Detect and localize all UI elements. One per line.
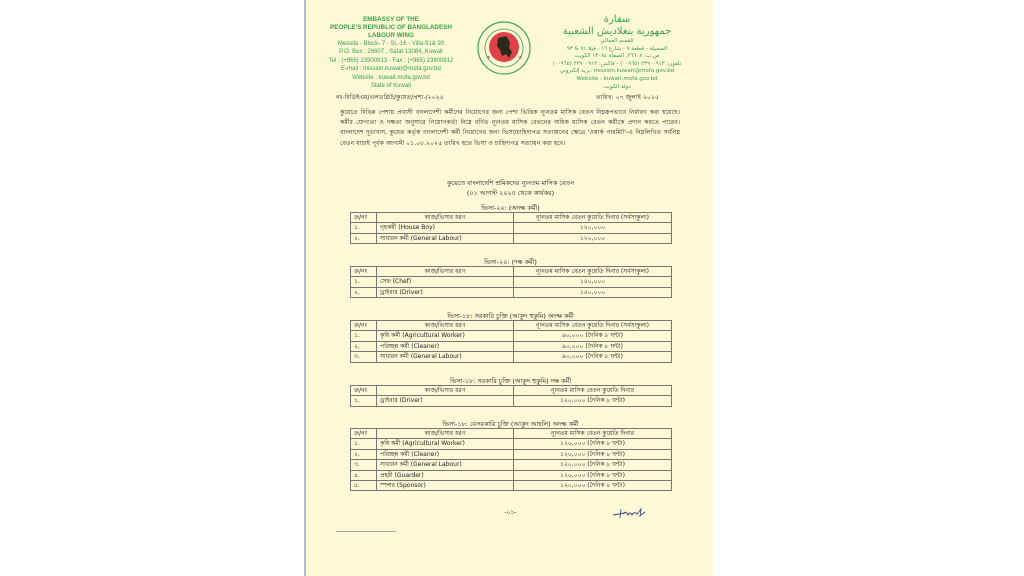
cell-job-type: স্পন্সর (Sponsor) [377,481,514,491]
header-salary: ন্যূনতম মাসিক বেতন কুয়েতি দিনার [514,386,672,396]
main-subtitle: (০১ আগস্ট ২০২৫ থেকে কার্যকর) [466,189,555,197]
salary-table [350,428,672,491]
page-number: -০১- [504,509,517,516]
phone-fax: Tel : (+965) 23900913 - Fax : (+965) 23900912 [328,57,454,64]
arabic-phone: تلفون: ٢٣٩٠٠٩١٣ (٠٠٩٦٥) - فاكس: ٢٣٩٠٠٩١٢ (٠٠٩٦٥) [552,60,682,67]
table-row [351,331,672,341]
header-serial: ক্র/নং [351,213,377,223]
table-row [351,341,672,351]
cell-job-type: সাধারন কর্মী (General Labour) [377,233,514,243]
table-heading: ভিসা-১৮: সরকারি চুক্তি (আকুদ হুকুমি) দক্ষ কর্মী [449,377,572,385]
table-row [351,233,672,243]
cell-serial: ২. [351,341,377,351]
header-serial: ক্র/নং [351,321,377,331]
table-row [351,223,672,233]
header-salary: ন্যূনতম মাসিক বেতন কুয়েতি দিনার [514,429,672,439]
email: E-mail : mission.kuwait@mofa.gov.bd [341,66,441,73]
arabic-line-2: جمهورية بنغلاديش الشعبية [562,26,672,37]
embassy-line-2: PEOPLE'S REPUBLIC OF BANGLADESH [330,24,452,31]
arabic-address-2: ص.ب: ٢٦٦٠٧، الصفاة ١٣٠٨٤ الكويت [574,53,660,60]
arabic-website: Website : kuwait.mofa.gov.bd [576,75,658,82]
cell-salary: ১২০,০০০ (দৈনিক ৮ ঘন্টা) [514,439,672,449]
cell-salary: ৯০,০০০ (দৈনিক ৮ ঘন্টা) [514,341,672,351]
table-row [351,396,672,406]
cell-job-type: সাধারন কর্মী (General Labour) [377,460,514,470]
cell-serial: ৪. [351,470,377,480]
body-paragraph: কুয়েতে বিভিন্ন পেশায় প্রবাসী বাংলাদেশী কর্মীদের নিয়োগের জন্য পেশা ভিত্তিক ন্যূনতম মাসিক বেতন নিম্নরূপভাবে নির্ধারণ করা হয়েছে। কর্মীর যোগ্যতা ও দক্ষতা অনুসারে নিয়োগকর্তা নিম্নে বর্ণিত ন্যূনতম মাসিক বেতনের অধিক মাসিক বেতন কর্মীকে প্রদান করতে পারেন। বাংলাদেশ দূতাবাস, কুয়েত কর্তৃক বাংলাদেশী কর্মী নিয়োগের জন্য ভিসা/চাহিদাপত্র সত্যায়নের ক্ষেত্রে 'ওয়ার্ক পারমিট'-এ নিম্নলিখিত সর্বনিম্ন বেতন যাচাই পূর্বক আগামী ০১.০৮.২০২৫ তারিখ হতে ভিসা ও চাহিদাপত্র সত্যায়ন করা হবে। [340,109,680,147]
table-row [351,449,672,459]
header-serial: ক্র/নং [351,386,377,396]
table-header-row [351,386,672,396]
illegible-footer-text-icon [336,530,396,533]
cell-salary: ১২০,০০০ [514,233,672,243]
table-header-row [351,321,672,331]
cell-salary: ১২০,০০০ (দৈনিক ৮ ঘন্টা) [514,481,672,491]
letterhead-arabic [532,14,702,91]
svg-text:★: ★ [486,55,491,61]
signature-icon [611,506,651,520]
table-row [351,352,672,362]
arabic-address-1: المسيلة - قطعة ٧ - شارع ١٦ - فيلا ٩١ & ٩٣ [566,45,668,52]
table-heading: ভিসা-২০: (দক্ষ কর্মী) [484,258,537,266]
main-title: কুয়েতে বাংলাদেশি শ্রমিকদের ন্যূনতম মাসিক বেতন [446,179,575,187]
header-job-type: কাজ/ভিসার ধরণ [377,429,514,439]
cell-job-type: প্রহরী (Guarder) [377,470,514,480]
letterhead-english [316,16,466,90]
cell-serial: ২. [351,449,377,459]
table-header-row [351,429,672,439]
website: Website : kuwait.mofa.gov.bd [352,74,430,81]
header-job-type: কাজ/ভিসার ধরণ [377,213,514,223]
footer-path-line [336,530,396,534]
arabic-state: دولة الكويت [603,83,631,90]
header-salary: ন্যূনতম মাসিক বেতন কুয়েতি দিনার (সর্বসাকুল্য) [514,213,672,223]
cell-salary: ৯০,০০০ (দৈনিক ৮ ঘন্টা) [514,331,672,341]
cell-job-type: ড্রাইবার (Driver) [377,287,514,297]
document-page [304,0,713,576]
header-job-type: কাজ/ভিসার ধরণ [377,386,514,396]
cell-salary: ১৫০,০০০ [514,277,672,287]
cell-job-type: গৃহকর্মী (House Boy) [377,223,514,233]
letter-date: তারিখ: ০৭ জুলাই ২০২৫ [596,94,659,101]
address-line-1: Messila - Block- 7 - St.-16 - Villa-91& 93 [337,41,445,47]
cell-serial: ৩. [351,460,377,470]
cell-serial: ২. [351,287,377,297]
table-header-row [351,213,672,223]
table-heading: ভিসা-২০: (অদক্ষ কর্মী) [481,204,540,212]
cell-serial: ১. [351,439,377,449]
table-heading: ভিসা-১৮: বেসরকারি চুক্তি (আকুদ আহলি) অদক্ষ কর্মী [442,420,579,428]
cell-serial: ১. [351,396,377,406]
salary-table [350,320,672,363]
table-header-row [351,267,672,277]
reference-number: নং-বিডিইএম/এলডব্লিউ/কুয়েত/প্রশা-/২০২৫ [336,94,444,101]
embassy-line-1: EMBASSY OF THE [363,16,419,23]
cell-job-type: কৃষি কর্মী (Agricultural Worker) [377,439,514,449]
cell-job-type: পরিচ্ছন্ন কর্মী (Cleaner) [377,449,514,459]
table-heading: ভিসা-১৮: সরকারি চুক্তি (আকুদ হুকুমি) অদক্ষ কর্মী [447,312,574,320]
salary-table [350,385,672,407]
table-row [351,481,672,491]
cell-serial: ১. [351,331,377,341]
header-job-type: কাজ/ভিসার ধরণ [377,267,514,277]
header-job-type: কাজ/ভিসার ধরণ [377,321,514,331]
salary-table [350,212,672,244]
arabic-email: بريد إلكتروني: mission.kuwait@mofa.gov.bd [559,68,675,75]
cell-salary: ১৫০,০০০ [514,287,672,297]
embassy-line-3: LABOUR WING [368,32,414,39]
address-line-2: P.O. Box : 26607 , Safat 13084, Kuwait [339,49,443,56]
cell-serial: ১. [351,223,377,233]
cell-job-type: কৃষি কর্মী (Agricultural Worker) [377,331,514,341]
cell-job-type: সেফ (Chef) [377,277,514,287]
header-salary: ন্যূনতম মাসিক বেতন কুয়েতি দিনার (সর্বসাকুল্য) [514,267,672,277]
header-serial: ক্র/নং [351,267,377,277]
header-serial: ক্র/নং [351,429,377,439]
table-row [351,460,672,470]
table-row [351,277,672,287]
cell-salary: ১২০,০০০ (দৈনিক ৮ ঘন্টা) [514,396,672,406]
cell-salary: ৯০,০০০ (দৈনিক ৮ ঘন্টা) [514,352,672,362]
cell-serial: ২. [351,233,377,243]
arabic-line-3: القسم العمالي [600,38,634,44]
header-salary: ন্যূনতম মাসিক বেতন কুয়েতি দিনার (সর্বসাকুল্য) [514,321,672,331]
arabic-line-1: سفارة [603,14,631,25]
cell-salary: ১২০,০০০ [514,223,672,233]
cell-job-type: ড্রাইবার (Driver) [377,396,514,406]
state: State of Kuwait [370,83,412,90]
cell-salary: ১২০,০০০ (দৈনিক ৮ ঘন্টা) [514,460,672,470]
cell-serial: ১. [351,277,377,287]
cell-salary: ১২০,০০০ (দৈনিক ৮ ঘন্টা) [514,470,672,480]
salary-table [350,266,672,298]
cell-salary: ১২০,০০০ (দৈনিক ৮ ঘন্টা) [514,449,672,459]
cell-job-type: পরিচ্ছন্ন কর্মী (Cleaner) [377,341,514,351]
cell-serial: ৩. [351,352,377,362]
table-row [351,287,672,297]
government-seal-icon [476,18,532,80]
cell-serial: ৫. [351,481,377,491]
svg-text:★: ★ [518,55,523,61]
table-row [351,439,672,449]
cell-job-type: সাধারন কর্মী (General Labour) [377,352,514,362]
table-row [351,470,672,480]
